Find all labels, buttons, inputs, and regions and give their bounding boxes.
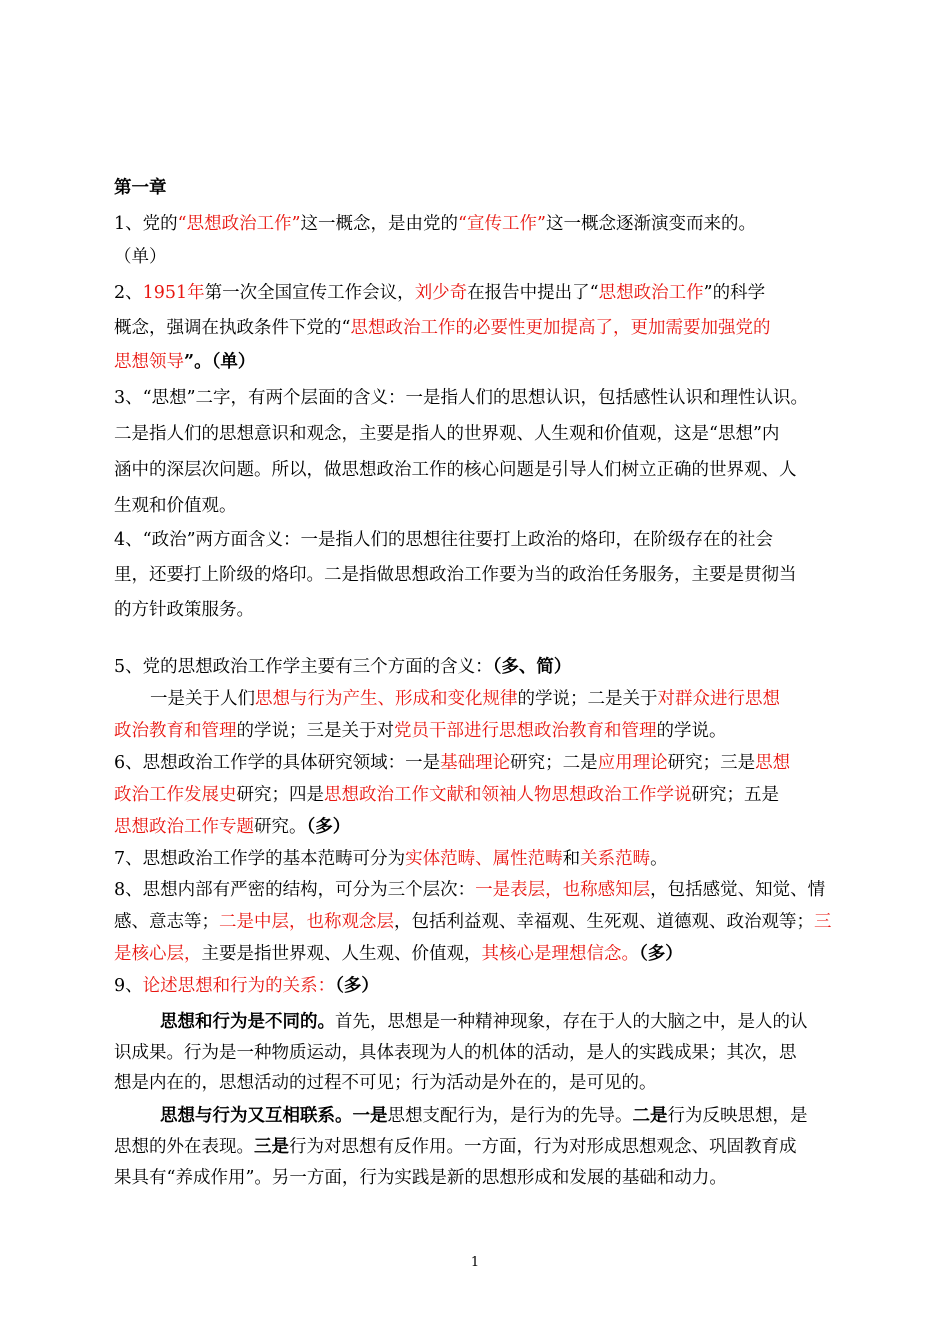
text: ，包括利益观、幸福观、生死观、道德观、政治观等； (394, 912, 814, 932)
text: 和 (562, 849, 581, 869)
highlight-text: 思想政治工作专题 (114, 817, 254, 837)
item-6-line-3 (114, 815, 844, 839)
highlight-text: 思想政治工作的必要性更加提高了，更加需要加强党的 (350, 318, 771, 338)
text: 2、 (114, 283, 143, 303)
text: 行为反映思想，是 (667, 1106, 808, 1126)
highlight-text: 实体范畴、属性范畴 (405, 849, 563, 869)
key-word: 一是 (352, 1106, 388, 1126)
key-sentence: 思想与行为又互相联系。 (160, 1106, 353, 1126)
text: 研究；三是 (667, 753, 756, 773)
text: 5、党的思想政治工作学主要有三个方面的含义： (114, 657, 493, 677)
item-9-line-1 (114, 974, 844, 998)
highlight-text: 思想 (755, 753, 791, 773)
highlight-text: 思想政治工作文献和领袖人物思想政治工作学说 (324, 785, 692, 805)
text: 行为对思想有反作用。一方面，行为对形成思想观念、巩固教育成 (289, 1137, 797, 1157)
answer-para-2-line-1 (160, 1104, 844, 1128)
text: 研究；五是 (691, 785, 779, 805)
text: 概念，强调在执政条件下党的“ (114, 318, 351, 338)
item-1-line-2 (114, 245, 844, 269)
item-3-line-1: 3、“思想”二字，有两个层面的含义：一是指人们的思想认识，包括感性认识和理性认识。 (114, 388, 809, 408)
highlight-text: 论述思想和行为的关系： (142, 976, 336, 996)
highlight-text: “宣传工作” (458, 214, 546, 234)
highlight-text: 二是中层，也称观念层 (219, 912, 394, 932)
item-2-line-3 (114, 350, 844, 374)
text: 首先，思想是一种精神现象，存在于人的大脑之中，是人的认 (335, 1012, 808, 1032)
answer-para-2-line-2 (114, 1135, 844, 1159)
highlight-text: 是核心层， (114, 944, 202, 964)
item-1-line-1 (114, 212, 844, 236)
text: 研究；二是 (510, 753, 598, 773)
text: 的学说。 (656, 721, 727, 741)
item-5-line-1 (114, 655, 844, 679)
text: 。 (650, 849, 668, 869)
item-3-line-2: 二是指人们的思想意识和观念，主要是指人的世界观、人生观和价值观，这是“思想”内 (114, 424, 780, 444)
page-number: 1 (470, 1255, 480, 1270)
text: 的学说；二是关于 (517, 689, 658, 709)
item-4-line-1: 4、“政治”两方面含义：一是指人们的思想往往要打上政治的烙印，在阶级存在的社会 (114, 530, 774, 550)
text: 这一概念逐渐演变而来的。 (545, 214, 756, 234)
chapter-title: 第一章 (114, 178, 167, 198)
highlight-text: 党员干部进行思想政治教育和管理 (394, 721, 657, 741)
text: 6、思想政治工作学的具体研究领域：一是 (114, 753, 441, 773)
item-7-line-1 (114, 847, 844, 871)
text: 思想的外在表现。 (114, 1137, 254, 1157)
text: 7、思想政治工作学的基本范畴可分为 (114, 849, 406, 869)
answer-para-1-line-2: 识成果。行为是一种物质运动，具体表现为人的机体的活动，是人的实践成果；其次，思 (114, 1043, 797, 1063)
key-sentence: 思想和行为是不同的。 (160, 1012, 335, 1032)
answer-para-1-line-1 (160, 1010, 844, 1034)
item-5-line-2 (150, 687, 844, 711)
highlight-text: 三 (814, 912, 832, 932)
highlight-text: 政治教育和管理 (114, 721, 237, 741)
highlight-text: 对群众进行思想 (657, 689, 780, 709)
text: ，包括感觉、知觉、情 (650, 880, 826, 900)
text: 主要是指世界观、人生观、价值观， (201, 944, 482, 964)
highlight-text: 思想政治工作 (598, 283, 704, 303)
item-4-line-2: 里，还要打上阶级的烙印。二是指做思想政治工作要为当的政治任务服务，主要是贯彻当 (114, 565, 797, 585)
item-6-line-1 (114, 751, 844, 775)
text: 的学说；三是关于对 (236, 721, 394, 741)
text: 思想支配行为，是行为的先导。 (387, 1106, 633, 1126)
question-type-tag: （单） (114, 247, 167, 267)
item-8-line-1 (114, 878, 844, 902)
highlight-text: “思想政治工作” (177, 214, 301, 234)
item-3-line-4: 生观和价值观。 (114, 496, 237, 516)
highlight-text: 思想与行为产生、形成和变化规律 (255, 689, 518, 709)
item-6-line-2 (114, 783, 844, 807)
text: 9、 (114, 976, 143, 996)
highlight-text: 其核心是理想信念。 (481, 944, 639, 964)
item-8-line-2 (114, 910, 844, 934)
question-type-tag: （多） (639, 944, 683, 964)
highlight-text: 基础理论 (440, 753, 511, 773)
highlight-text: 政治工作发展史 (114, 785, 237, 805)
text: 这一概念，是由党的 (300, 214, 459, 234)
highlight-text: 思想领导 (114, 352, 184, 372)
question-type-tag: （多、简） (492, 657, 572, 677)
item-2-line-2 (114, 316, 844, 340)
text: 感、意志等； (114, 912, 219, 932)
item-4-line-3: 的方针政策服务。 (114, 600, 254, 620)
highlight-text: 1951年 (142, 283, 205, 303)
highlight-text: 应用理论 (597, 753, 668, 773)
question-type-tag: （多） (335, 976, 379, 996)
text: 第一次全国宣传工作会议， (204, 283, 415, 303)
question-type-tag: ”。（单） (184, 352, 256, 372)
question-type-tag: （多） (306, 817, 351, 837)
item-2-line-1 (114, 281, 844, 305)
text: 在报告中提出了“ (467, 283, 599, 303)
item-8-line-3 (114, 942, 844, 966)
highlight-text: 关系范畴 (580, 849, 651, 869)
answer-para-1-line-3: 想是内在的，思想活动的过程不可见；行为活动是外在的，是可见的。 (114, 1073, 657, 1093)
key-word: 三是 (254, 1137, 289, 1157)
text: 1、党的 (114, 214, 178, 234)
text: ”的科学 (703, 283, 766, 303)
answer-para-2-line-3: 果具有“养成作用”。另一方面，行为实践是新的思想形成和发展的基础和动力。 (114, 1168, 727, 1188)
text: 研究；四是 (236, 785, 324, 805)
text: 一是关于人们 (150, 689, 255, 709)
text: 研究。 (254, 817, 307, 837)
key-word: 二是 (632, 1106, 668, 1126)
item-5-line-3 (114, 719, 844, 743)
highlight-text: 刘少奇 (414, 283, 468, 303)
item-3-line-3: 涵中的深层次问题。所以，做思想政治工作的核心问题是引导人们树立正确的世界观、人 (114, 460, 797, 480)
text: 8、思想内部有严密的结构，可分为三个层次： (114, 880, 476, 900)
highlight-text: 一是表层，也称感知层 (475, 880, 651, 900)
